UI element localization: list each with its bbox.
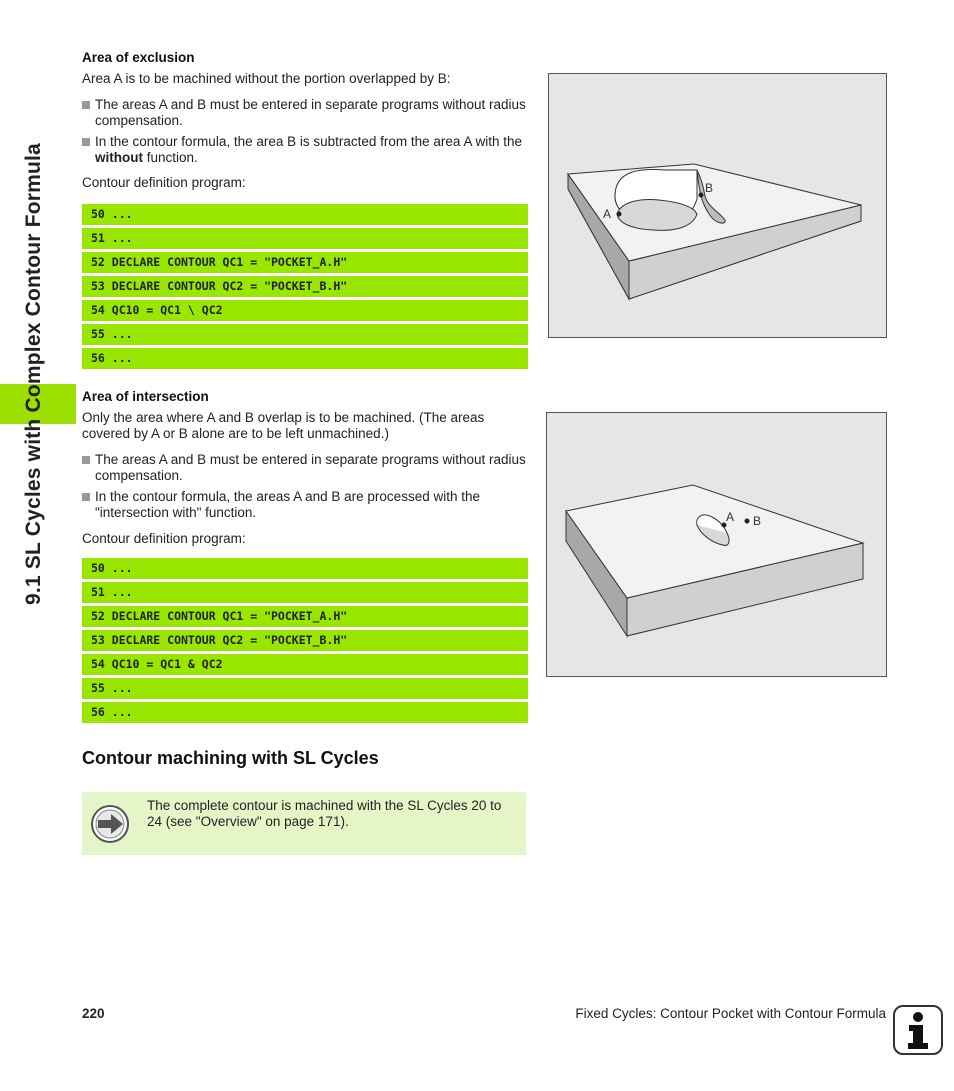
code-line: 54 QC10 = QC1 \ QC2 bbox=[82, 300, 528, 321]
intersection-bullet-1: The areas A and B must be entered in separate programs without radius compensation. bbox=[95, 452, 529, 484]
side-chapter-title: 9.1 SL Cycles with Complex Contour Formula bbox=[22, 143, 45, 605]
heading-area-of-intersection: Area of intersection bbox=[82, 389, 209, 404]
label-a: A bbox=[603, 207, 612, 221]
figure-area-of-exclusion bbox=[548, 73, 887, 338]
exclusion-intro: Area A is to be machined without the portion overlapped by B: bbox=[82, 71, 451, 86]
code-line: 50 ... bbox=[82, 558, 528, 579]
code-line: 55 ... bbox=[82, 324, 528, 345]
note-box bbox=[82, 792, 526, 855]
code-line: 56 ... bbox=[82, 348, 528, 369]
code-line: 50 ... bbox=[82, 204, 528, 225]
footer-chapter-title: Fixed Cycles: Contour Pocket with Contour Formula bbox=[575, 1006, 886, 1021]
code-line: 51 ... bbox=[82, 582, 528, 603]
note-text: The complete contour is machined with the SL Cycles 20 to 24 (see "Overview" on page 171). bbox=[147, 798, 502, 829]
intersection-program-label: Contour definition program: bbox=[82, 531, 246, 546]
exclusion-program-label: Contour definition program: bbox=[82, 175, 246, 190]
code-line: 54 QC10 = QC1 & QC2 bbox=[82, 654, 528, 675]
exclusion-diagram bbox=[549, 74, 886, 337]
bullet-square-icon bbox=[82, 456, 90, 464]
code-line: 55 ... bbox=[82, 678, 528, 699]
label-b: B bbox=[753, 514, 762, 528]
figure-area-of-intersection bbox=[546, 412, 887, 677]
intersection-bullet-2: In the contour formula, the areas A and B are processed with the "intersection with" function. bbox=[95, 489, 529, 521]
intersection-diagram bbox=[547, 413, 886, 676]
exclusion-bullet-2: In the contour formula, the area B is subtracted from the area A with the without function. bbox=[95, 134, 529, 166]
bullet-square-icon bbox=[82, 101, 90, 109]
code-line: 52 DECLARE CONTOUR QC1 = "POCKET_A.H" bbox=[82, 252, 528, 273]
code-line: 53 DECLARE CONTOUR QC2 = "POCKET_B.H" bbox=[82, 630, 528, 651]
label-a: A bbox=[726, 510, 735, 524]
code-line: 51 ... bbox=[82, 228, 528, 249]
code-line: 52 DECLARE CONTOUR QC1 = "POCKET_A.H" bbox=[82, 606, 528, 627]
bullet-square-icon bbox=[82, 138, 90, 146]
info-icon bbox=[893, 1005, 943, 1055]
arrow-right-icon bbox=[90, 804, 130, 844]
exclusion-bullet-1: The areas A and B must be entered in separate programs without radius compensation. bbox=[95, 97, 529, 129]
page-number: 220 bbox=[82, 1006, 105, 1021]
code-line: 56 ... bbox=[82, 702, 528, 723]
label-b: B bbox=[705, 181, 714, 195]
bullet-square-icon bbox=[82, 493, 90, 501]
intersection-intro: Only the area where A and B overlap is to be machined. (The areas covered by A or B alone are to be left unmachined.) bbox=[82, 410, 485, 441]
heading-area-of-exclusion: Area of exclusion bbox=[82, 50, 195, 65]
code-line: 53 DECLARE CONTOUR QC2 = "POCKET_B.H" bbox=[82, 276, 528, 297]
heading-contour-machining: Contour machining with SL Cycles bbox=[82, 748, 379, 768]
